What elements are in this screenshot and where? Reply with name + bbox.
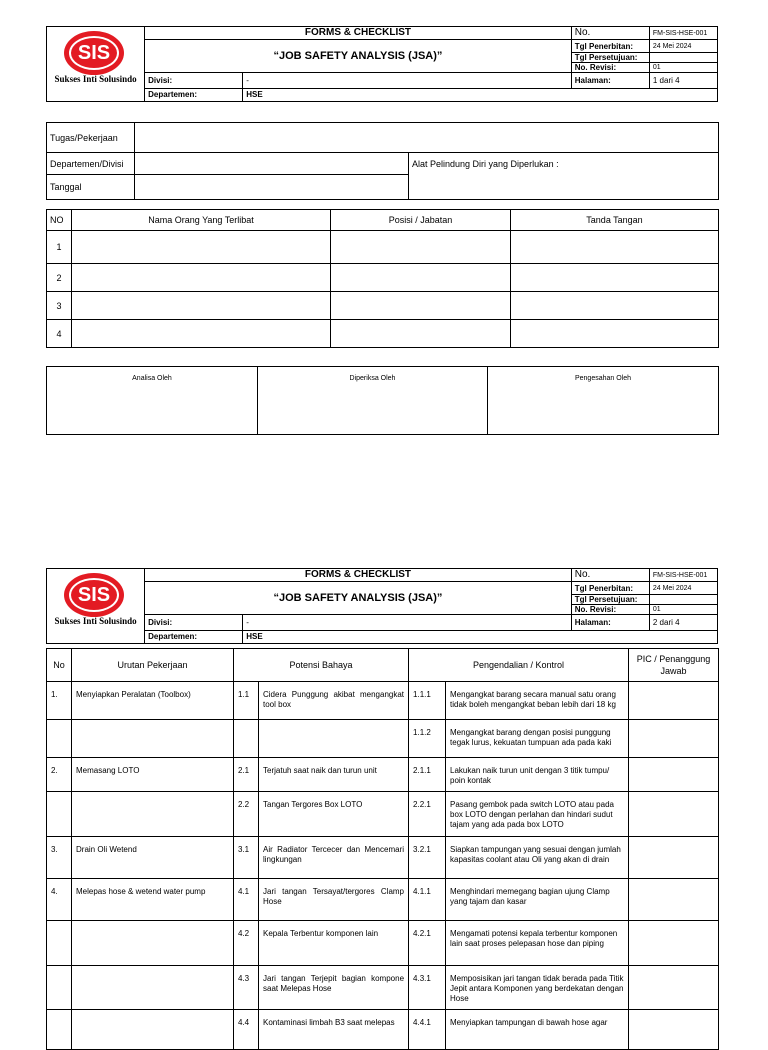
hazard-text: Terjatuh saat naik dan turun unit xyxy=(259,758,409,792)
tgl-penerbitan-label: Tgl Penerbitan: xyxy=(571,40,649,53)
hazard-text: Kontaminasi limbah B3 saat melepas xyxy=(259,1010,409,1050)
pic-field[interactable] xyxy=(629,837,719,879)
analisa-oleh[interactable]: Analisa Oleh xyxy=(47,367,258,435)
step-no xyxy=(47,792,72,837)
task-info-table xyxy=(46,122,719,200)
posisi-field[interactable] xyxy=(331,264,511,292)
table-row xyxy=(47,320,719,348)
nama-field[interactable] xyxy=(72,292,331,320)
tanggal-field[interactable] xyxy=(135,175,409,200)
tgl-penerbitan-value: 24 Mei 2024 xyxy=(649,40,717,53)
tgl-persetujuan-value xyxy=(649,53,717,63)
step-no: 1. xyxy=(47,682,72,720)
nama-field[interactable] xyxy=(72,320,331,348)
table-row xyxy=(47,837,719,879)
hazard-id: 4.4 xyxy=(234,1010,259,1050)
no-revisi-value: 01 xyxy=(649,63,717,73)
step-task: Menyiapkan Peralatan (Toolbox) xyxy=(72,682,234,720)
control-text: Mengangkat barang secara manual satu orang tidak boleh mengangkat beban lebih dari 18 kg xyxy=(446,682,629,720)
doc-number-label: No. xyxy=(571,27,649,40)
tanda-field[interactable] xyxy=(511,320,719,348)
control-text: Mengamati potensi kepala terbentur komponen lain saat proses pelepasan hose dan piping xyxy=(446,921,629,966)
hazard-id: 4.1 xyxy=(234,879,259,921)
step-no xyxy=(47,1010,72,1050)
step-no: 4. xyxy=(47,879,72,921)
step-task xyxy=(72,921,234,966)
company-name: Sukses Inti Solusindo xyxy=(54,616,137,626)
table-row xyxy=(47,792,719,837)
nama-field[interactable] xyxy=(72,264,331,292)
control-id: 4.2.1 xyxy=(409,921,446,966)
step-task: Melepas hose & wetend water pump xyxy=(72,879,234,921)
tgl-penerbitan-value: 24 Mei 2024 xyxy=(649,582,717,595)
forms-title: FORMS & CHECKLIST xyxy=(145,569,572,582)
row-number: 3 xyxy=(47,292,72,320)
pic-field[interactable] xyxy=(629,792,719,837)
people-header-nama: Nama Orang Yang Terlibat xyxy=(72,210,331,231)
doc-number-label: No. xyxy=(571,569,649,582)
control-id: 2.1.1 xyxy=(409,758,446,792)
hazard-text: Jari tangan Terjepit bagian kompone saat Melepas Hose xyxy=(259,966,409,1010)
divisi-value: - xyxy=(243,615,571,631)
nama-field[interactable] xyxy=(72,231,331,264)
no-revisi-label: No. Revisi: xyxy=(571,63,649,73)
hazard-id: 3.1 xyxy=(234,837,259,879)
header-pic: PIC / Penanggung Jawab xyxy=(629,649,719,682)
hazard-text: Tangan Tergores Box LOTO xyxy=(259,792,409,837)
hazard-text: Kepala Terbentur komponen lain xyxy=(259,921,409,966)
control-id: 1.1.2 xyxy=(409,720,446,758)
pic-field[interactable] xyxy=(629,879,719,921)
step-task: Memasang LOTO xyxy=(72,758,234,792)
departemen-value: HSE xyxy=(243,631,718,644)
posisi-field[interactable] xyxy=(331,320,511,348)
step-no xyxy=(47,966,72,1010)
control-id: 3.2.1 xyxy=(409,837,446,879)
tgl-persetujuan-label: Tgl Persetujuan: xyxy=(571,595,649,605)
pic-field[interactable] xyxy=(629,1010,719,1050)
people-header-no: NO xyxy=(47,210,72,231)
company-name: Sukses Inti Solusindo xyxy=(54,74,137,84)
step-no: 3. xyxy=(47,837,72,879)
halaman-value: 1 dari 4 xyxy=(649,73,717,89)
step-task xyxy=(72,792,234,837)
control-text: Siapkan tampungan yang sesuai dengan jumlah kapasitas coolant atau Oli yang akan di drain xyxy=(446,837,629,879)
pic-field[interactable] xyxy=(629,921,719,966)
control-text: Mengangkat barang dengan posisi punggung tegak lurus, kekuatan tumpuan ada pada kaki xyxy=(446,720,629,758)
people-table xyxy=(46,209,719,348)
table-row xyxy=(47,921,719,966)
control-text: Pasang gembok pada switch LOTO atau pada box LOTO dengan perlahan dan hindari sudut tajam yang ada pada box LOTO xyxy=(446,792,629,837)
header-potensi: Potensi Bahaya xyxy=(234,649,409,682)
header-pengendalian: Pengendalian / Kontrol xyxy=(409,649,629,682)
divisi-value: - xyxy=(243,73,571,89)
doc-number-value: FM-SIS-HSE-001 xyxy=(649,569,717,582)
control-id: 4.1.1 xyxy=(409,879,446,921)
document-header-page1 xyxy=(46,26,718,102)
pic-field[interactable] xyxy=(629,758,719,792)
step-task xyxy=(72,1010,234,1050)
departemen-label: Departemen: xyxy=(145,89,243,102)
table-row xyxy=(47,966,719,1010)
table-row xyxy=(47,1010,719,1050)
halaman-value: 2 dari 4 xyxy=(649,615,717,631)
tanda-field[interactable] xyxy=(511,264,719,292)
table-row xyxy=(47,292,719,320)
control-id: 4.4.1 xyxy=(409,1010,446,1050)
company-logo xyxy=(47,569,145,644)
doc-title: “JOB SAFETY ANALYSIS (JSA)” xyxy=(145,582,572,615)
control-id: 1.1.1 xyxy=(409,682,446,720)
diperiksa-oleh[interactable]: Diperiksa Oleh xyxy=(258,367,488,435)
hazard-text: Cidera Punggung akibat mengangkat tool box xyxy=(259,682,409,720)
table-row xyxy=(47,758,719,792)
no-revisi-label: No. Revisi: xyxy=(571,605,649,615)
row-number: 1 xyxy=(47,231,72,264)
control-id: 4.3.1 xyxy=(409,966,446,1010)
pengesahan-oleh[interactable]: Pengesahan Oleh xyxy=(488,367,719,435)
hazard-id: 1.1 xyxy=(234,682,259,720)
apd-field[interactable] xyxy=(409,153,719,200)
table-row xyxy=(47,720,719,758)
step-no xyxy=(47,720,72,758)
tanda-field[interactable] xyxy=(511,292,719,320)
hazard-id xyxy=(234,720,259,758)
row-number: 2 xyxy=(47,264,72,292)
row-number: 4 xyxy=(47,320,72,348)
sis-logo-icon: SIS xyxy=(64,573,124,617)
tanda-field[interactable] xyxy=(511,231,719,264)
step-no: 2. xyxy=(47,758,72,792)
divisi-label: Divisi: xyxy=(145,615,243,631)
tgl-persetujuan-label: Tgl Persetujuan: xyxy=(571,53,649,63)
posisi-field[interactable] xyxy=(331,231,511,264)
tanggal-label: Tanggal xyxy=(47,175,135,200)
jsa-steps-table xyxy=(46,648,719,1050)
table-row xyxy=(47,264,719,292)
step-task xyxy=(72,966,234,1010)
hazard-id: 2.2 xyxy=(234,792,259,837)
departemen-value: HSE xyxy=(243,89,718,102)
table-row xyxy=(47,231,719,264)
apd-label: Alat Pelindung Diri yang Diperlukan : xyxy=(412,159,559,169)
header-urutan: Urutan Pekerjaan xyxy=(72,649,234,682)
steps-header-row xyxy=(47,649,719,682)
people-header-posisi: Posisi / Jabatan xyxy=(331,210,511,231)
departemen-divisi-label: Departemen/Divisi xyxy=(47,153,135,175)
halaman-label: Halaman: xyxy=(571,615,649,631)
hazard-id: 4.3 xyxy=(234,966,259,1010)
document-header-page2 xyxy=(46,568,718,644)
doc-number-value: FM-SIS-HSE-001 xyxy=(649,27,717,40)
sis-logo-icon: SIS xyxy=(64,31,124,75)
control-text: Memposisikan jari tangan tidak berada pada Titik Jepit antara Komponen yang berdekatan dengan Hose xyxy=(446,966,629,1010)
tugas-field[interactable] xyxy=(135,123,719,153)
departemen-divisi-field[interactable] xyxy=(135,153,409,175)
tgl-persetujuan-value xyxy=(649,595,717,605)
header-no: No xyxy=(47,649,72,682)
doc-title: “JOB SAFETY ANALYSIS (JSA)” xyxy=(145,40,572,73)
forms-title: FORMS & CHECKLIST xyxy=(145,27,572,40)
halaman-label: Halaman: xyxy=(571,73,649,89)
signature-table xyxy=(46,366,719,435)
company-logo xyxy=(47,27,145,102)
no-revisi-value: 01 xyxy=(649,605,717,615)
people-header-tanda: Tanda Tangan xyxy=(511,210,719,231)
table-row xyxy=(47,682,719,720)
control-text: Lakukan naik turun unit dengan 3 titik tumpu/ poin kontak xyxy=(446,758,629,792)
pic-field[interactable] xyxy=(629,720,719,758)
control-text: Menghindari memegang bagian ujung Clamp yang tajam dan kasar xyxy=(446,879,629,921)
posisi-field[interactable] xyxy=(331,292,511,320)
departemen-label: Departemen: xyxy=(145,631,243,644)
hazard-text: Jari tangan Tersayat/tergores Clamp Hose xyxy=(259,879,409,921)
hazard-id: 2.1 xyxy=(234,758,259,792)
pic-field[interactable] xyxy=(629,966,719,1010)
step-no xyxy=(47,921,72,966)
tgl-penerbitan-label: Tgl Penerbitan: xyxy=(571,582,649,595)
divisi-label: Divisi: xyxy=(145,73,243,89)
table-row xyxy=(47,879,719,921)
tugas-label: Tugas/Pekerjaan xyxy=(47,123,135,153)
control-text: Menyiapkan tampungan di bawah hose agar xyxy=(446,1010,629,1050)
hazard-text xyxy=(259,720,409,758)
step-task xyxy=(72,720,234,758)
pic-field[interactable] xyxy=(629,682,719,720)
step-task: Drain Oli Wetend xyxy=(72,837,234,879)
hazard-id: 4.2 xyxy=(234,921,259,966)
control-id: 2.2.1 xyxy=(409,792,446,837)
hazard-text: Air Radiator Tercecer dan Mencemari lingkungan xyxy=(259,837,409,879)
